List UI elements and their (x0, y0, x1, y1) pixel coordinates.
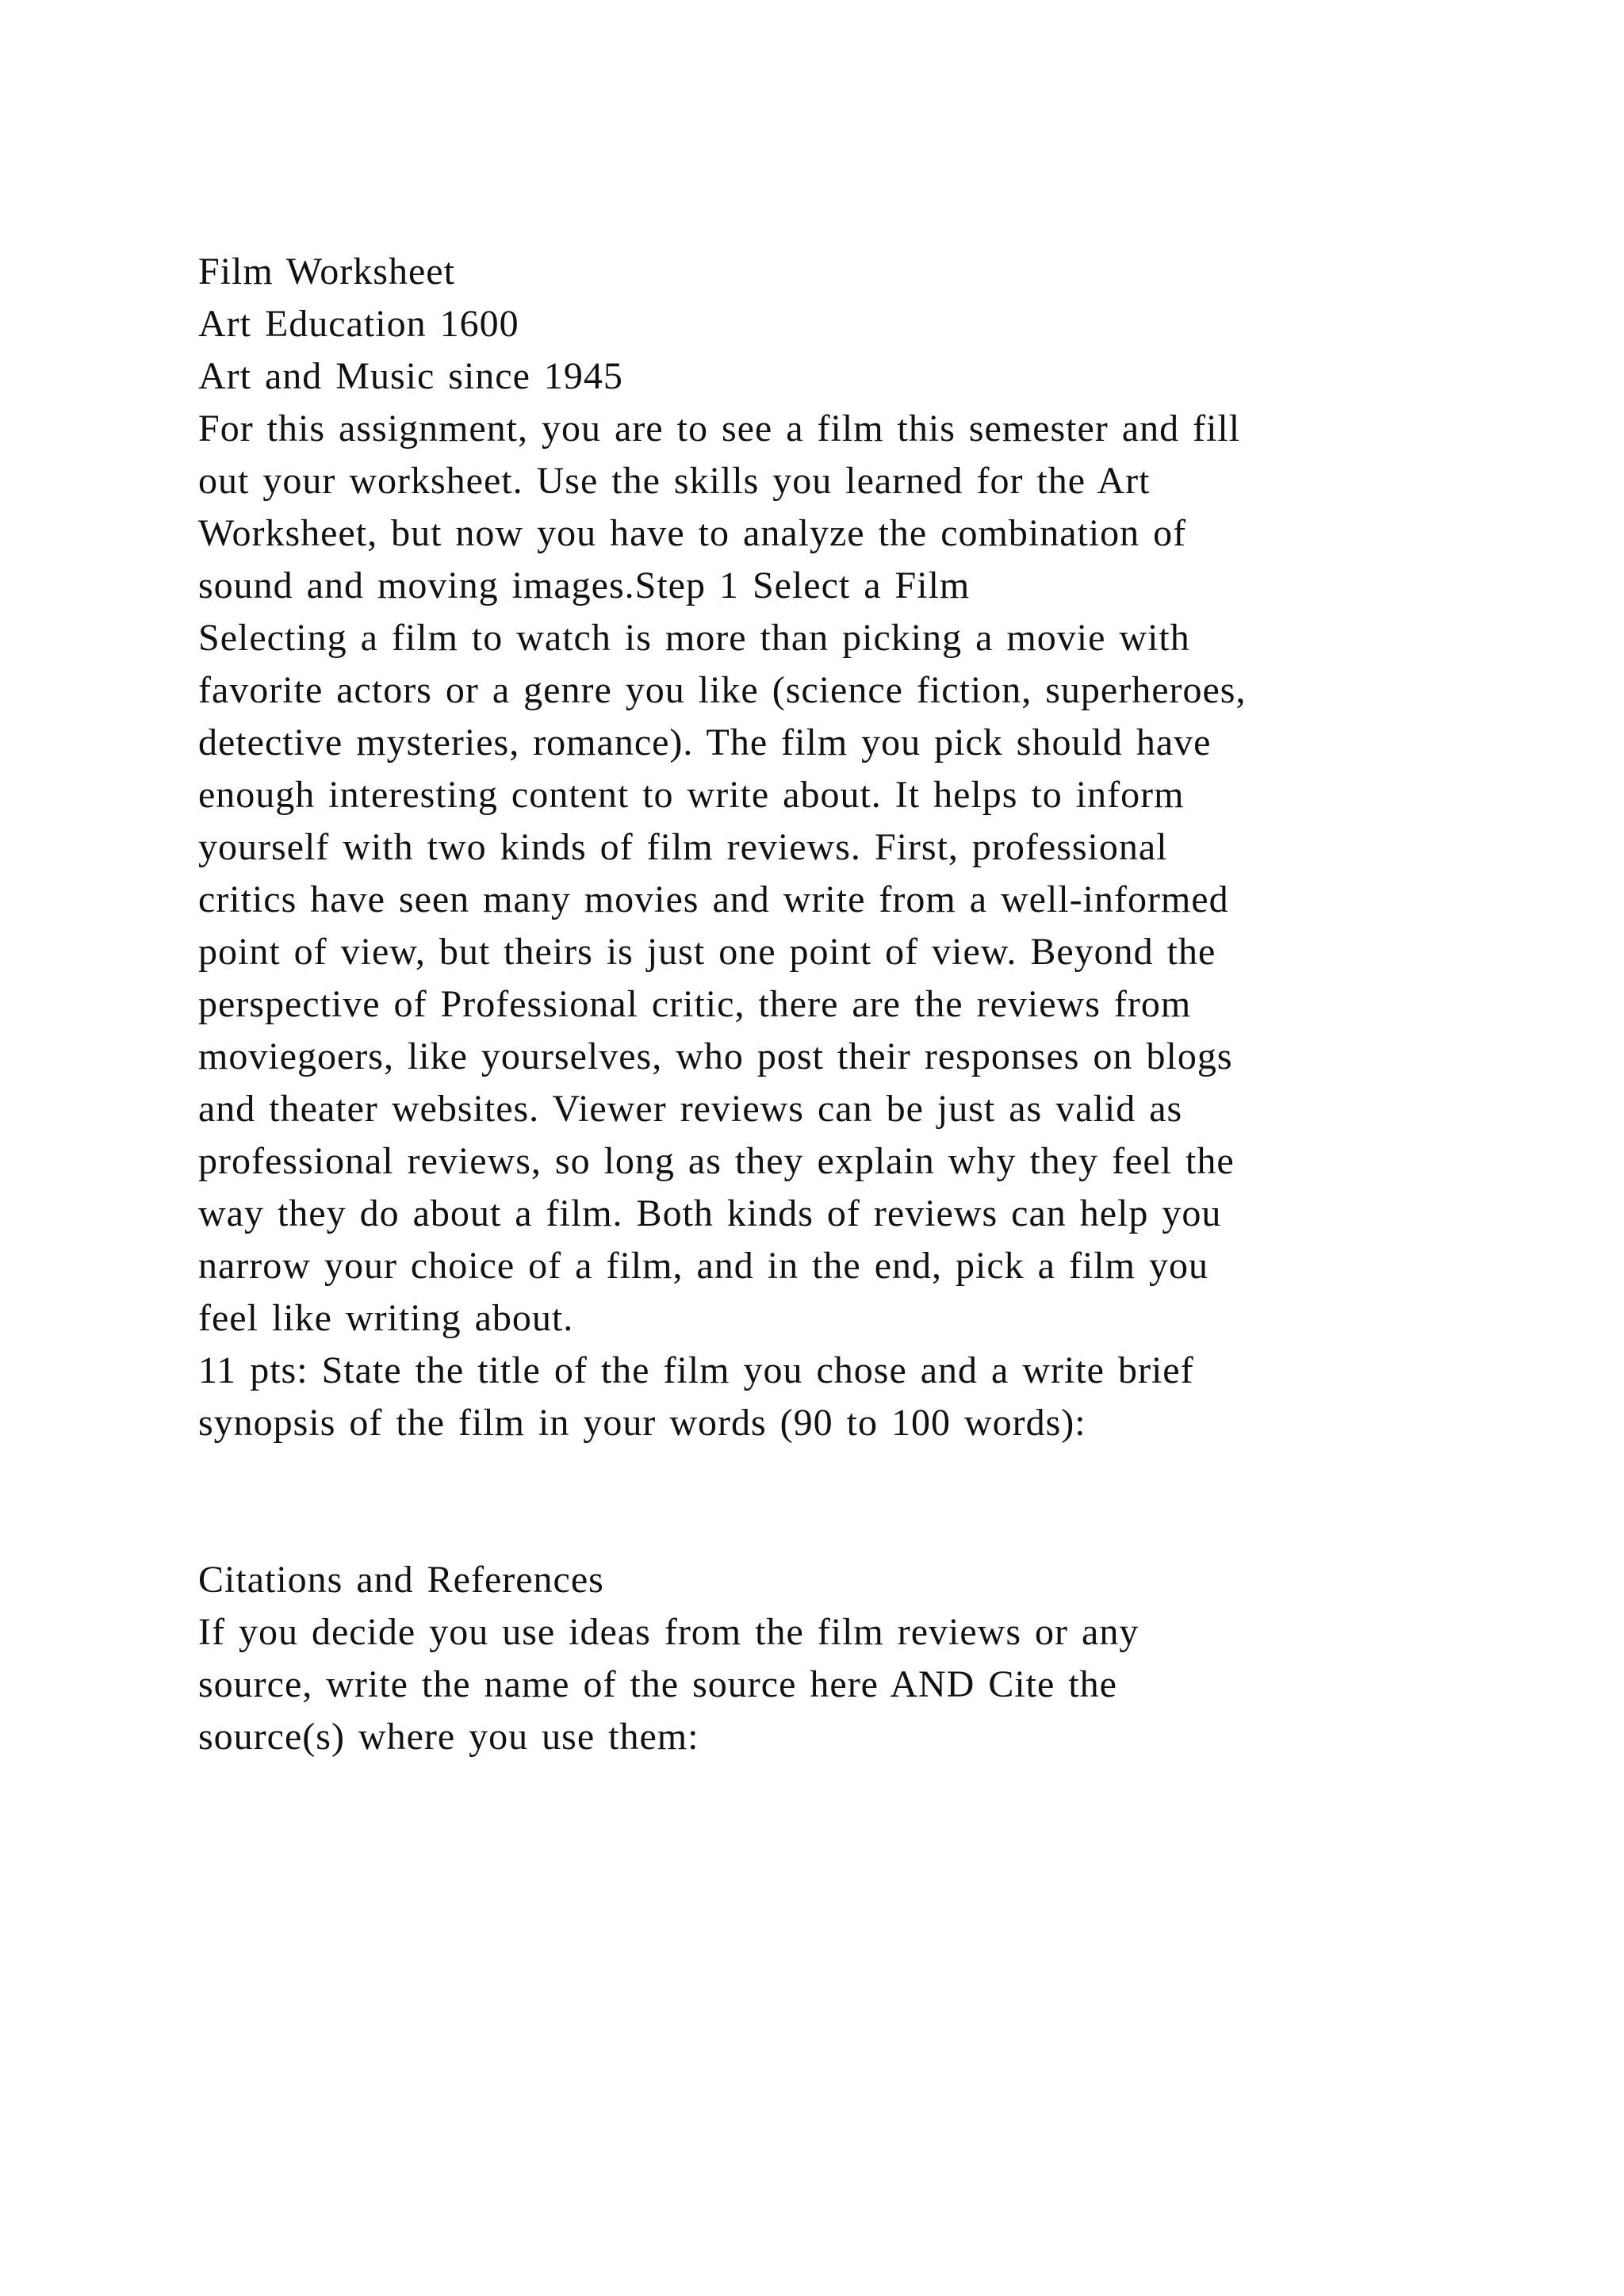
text-line: source, write the name of the source here AND Cite the (198, 1663, 1117, 1705)
text-line: feel like writing about. (198, 1297, 574, 1339)
text-line: and theater websites. Viewer reviews can be just as valid as (198, 1088, 1183, 1130)
text-line: way they do about a film. Both kinds of reviews can help you (198, 1192, 1222, 1234)
text-line: critics have seen many movies and write from a well-informed (198, 878, 1229, 920)
synopsis-prompt (198, 1345, 1499, 1449)
text-line: Worksheet, but now you have to analyze the combination of (198, 512, 1187, 554)
text-line: 11 pts: State the title of the film you chose and a write brief (198, 1349, 1194, 1391)
text-line: favorite actors or a genre you like (science fiction, superheroes, (198, 669, 1247, 711)
text-line: professional reviews, so long as they explain why they feel the (198, 1140, 1235, 1182)
answer-space (198, 1449, 1499, 1554)
text-line: If you decide you use ideas from the film reviews or any (198, 1611, 1139, 1653)
text-line: perspective of Professional critic, there are the reviews from (198, 983, 1192, 1025)
text-line: out your worksheet. Use the skills you learned for the Art (198, 460, 1151, 502)
text-line: enough interesting content to write about. It helps to inform (198, 774, 1185, 816)
text-line: narrow your choice of a film, and in the end, pick a film you (198, 1245, 1208, 1287)
text-line: yourself with two kinds of film reviews. First, professional (198, 826, 1168, 868)
document-title: Film Worksheet (198, 251, 455, 293)
text-line: moviegoers, like yourselves, who post their responses on blogs (198, 1035, 1233, 1077)
text-line: For this assignment, you are to see a film this semester and fill (198, 408, 1241, 450)
film-selection-paragraph (198, 612, 1499, 1345)
text-line: Selecting a film to watch is more than picking a movie with (198, 617, 1190, 659)
intro-paragraph (198, 403, 1499, 612)
course-title: Art and Music since 1945 (198, 355, 623, 397)
citations-heading: Citations and References (198, 1559, 604, 1601)
text-line: detective mysteries, romance). The film you pick should have (198, 721, 1212, 763)
citations-section (198, 1554, 1499, 1763)
document-body (198, 246, 1499, 1763)
text-line: source(s) where you use them: (198, 1716, 699, 1758)
text-line: synopsis of the film in your words (90 to 100 words): (198, 1402, 1086, 1444)
text-line: sound and moving images.Step 1 Select a Film (198, 564, 971, 607)
text-line: point of view, but theirs is just one point of view. Beyond the (198, 931, 1216, 973)
course-number: Art Education 1600 (198, 303, 519, 345)
